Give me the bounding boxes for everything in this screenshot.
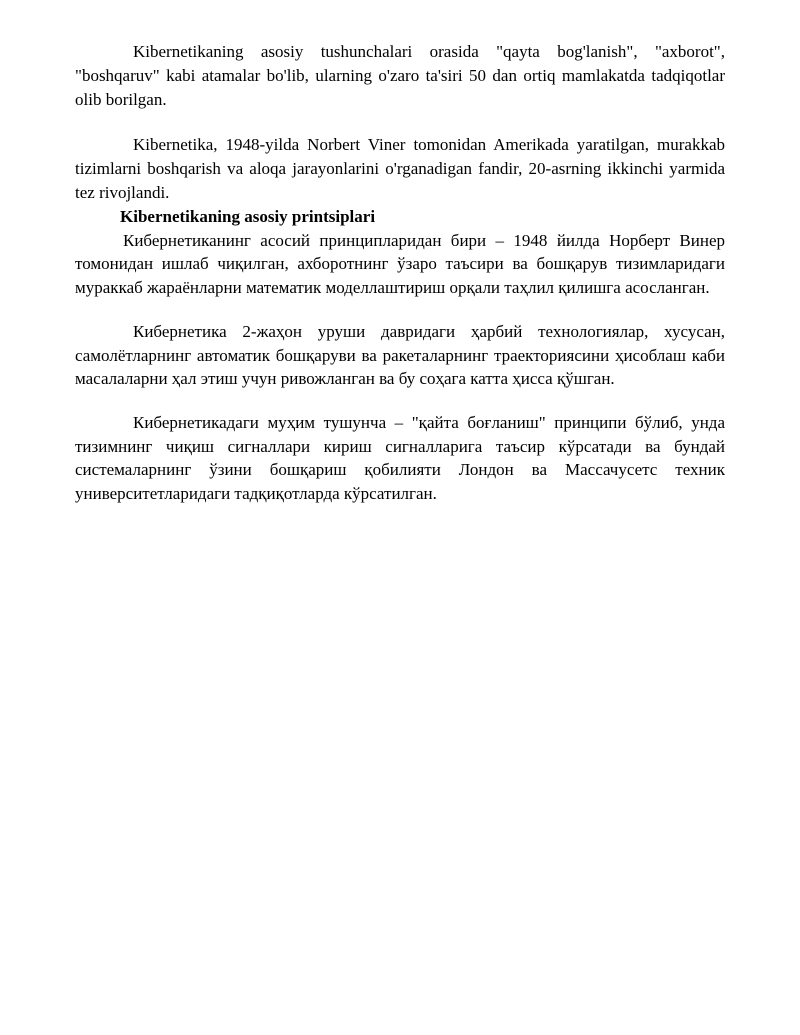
paragraph-principles: Кибернетиканинг асосий принципларидан бири – 1948 йилда Норберт Винер томонидан ишлаб чиқилган, ахборотнинг ўзаро таъсири ва бошқарув тизимларидаги мураккаб жараёнларни математик моделлаштириш орқали таҳлил қилишга асосланган. — [75, 231, 725, 297]
paragraph-feedback-concepts: Kibernetikaning asosiy tushunchalari orasida "qayta bog'lanish", "axborot", "boshqaruv" kabi atamalar bo'lib, ularning o'zaro ta'siri 50 dan ortiq mamlakatda tadqiqotlar olib borilgan. — [75, 42, 725, 109]
section-heading: Kibernetikaning asosiy printsiplari — [120, 207, 376, 226]
paragraph-wartime-development: Кибернетика 2-жаҳон уруши давридаги ҳарбий технологиялар, хусусан, самолётларнинг автоматик бошқаруви ва ракеталарнинг траекториясини ҳисоблаш каби масалаларни ҳал этиш учун ривожланган ва бу соҳага катта ҳисса қўшган. — [75, 322, 725, 389]
document-page — [75, 40, 725, 505]
paragraph-wiener-origin: Kibernetika, 1948-yilda Norbert Viner tomonidan Amerikada yaratilgan, murakkab tizimlarni boshqarish va aloqa jarayonlarini o'rganadigan fandir, 20-asrning ikkinchi yarmida tez rivojlandi. — [75, 135, 725, 202]
paragraph-feedback-principle: Кибернетикадаги муҳим тушунча – "қайта боғланиш" принципи бўлиб, унда тизимнинг чиқиш сигналлари кириш сигналларига таъсир кўрсатади ва бундай системаларнинг ўзини бошқариш қобилияти Лондон ва Массачусетс техник университетларидаги тадқиқотларда кўрсатилган. — [75, 413, 725, 503]
